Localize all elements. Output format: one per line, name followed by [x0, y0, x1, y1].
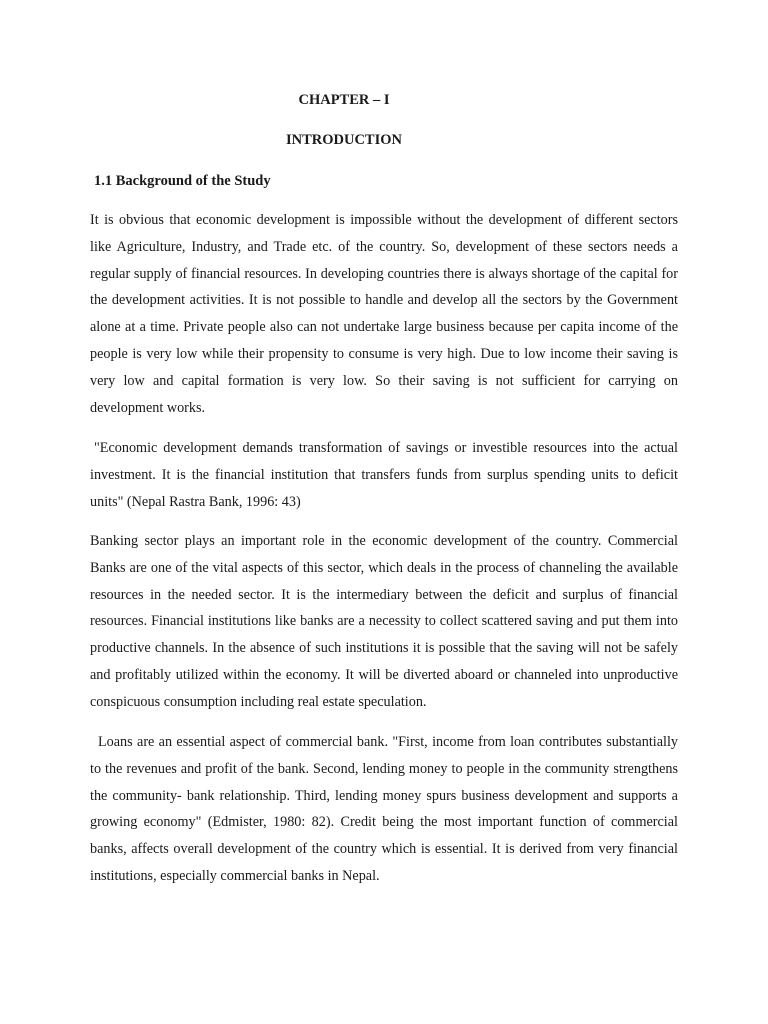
paragraph-background: It is obvious that economic development is impossible without the development of different sectors like Agriculture, Industry, and Trade etc. of the country. So, development of these sectors needs a regular supply of financial resources. In developing countries there is always shortage of the capital for the development activities. It is not possible to handle and develop all the sectors by the Government alone at a time. Private people also can not undertake large business because per capita income of the people is very low while their propensity to consume is very high. Due to low income their saving is very low and capital formation is very low. So their saving is not sufficient for carrying on development works.	[90, 212, 678, 416]
section-heading: 1.1 Background of the Study	[94, 173, 271, 189]
paragraph-loans: Loans are an essential aspect of commercial bank. "First, income from loan contributes substantially to the revenues and profit of the bank. Second, lending money to people in the community strengthens the community- bank relationship. Third, lending money spurs business development and supports a growing economy" (Edmister, 1980: 82). Credit being the most important function of commercial banks, affects overall development of the country which is essential. It is derived from very financial institutions, especially commercial banks in Nepal.	[90, 734, 678, 884]
chapter-title: INTRODUCTION	[285, 132, 402, 148]
paragraph-banking-sector: Banking sector plays an important role in the economic development of the country. Commercial Banks are one of the vital aspects of this sector, which deals in the process of channeling the available resources in the needed sector. It is the intermediary between the deficit and surplus of financial resources. Financial institutions like banks are a necessity to collect scattered saving and put them into productive channels. In the absence of such institutions it is possible that the saving will not be safely and profitably utilized within the economy. It will be diverted aboard or channeled into unproductive conspicuous consumption including real estate speculation.	[90, 533, 678, 710]
chapter-label: CHAPTER – I	[298, 92, 390, 108]
paragraph-quote: "Economic development demands transformation of savings or investible resources into the actual investment. It is the financial institution that transfers funds from surplus spending units to deficit units" (Nepal Rastra Bank, 1996: 43)	[90, 440, 678, 510]
